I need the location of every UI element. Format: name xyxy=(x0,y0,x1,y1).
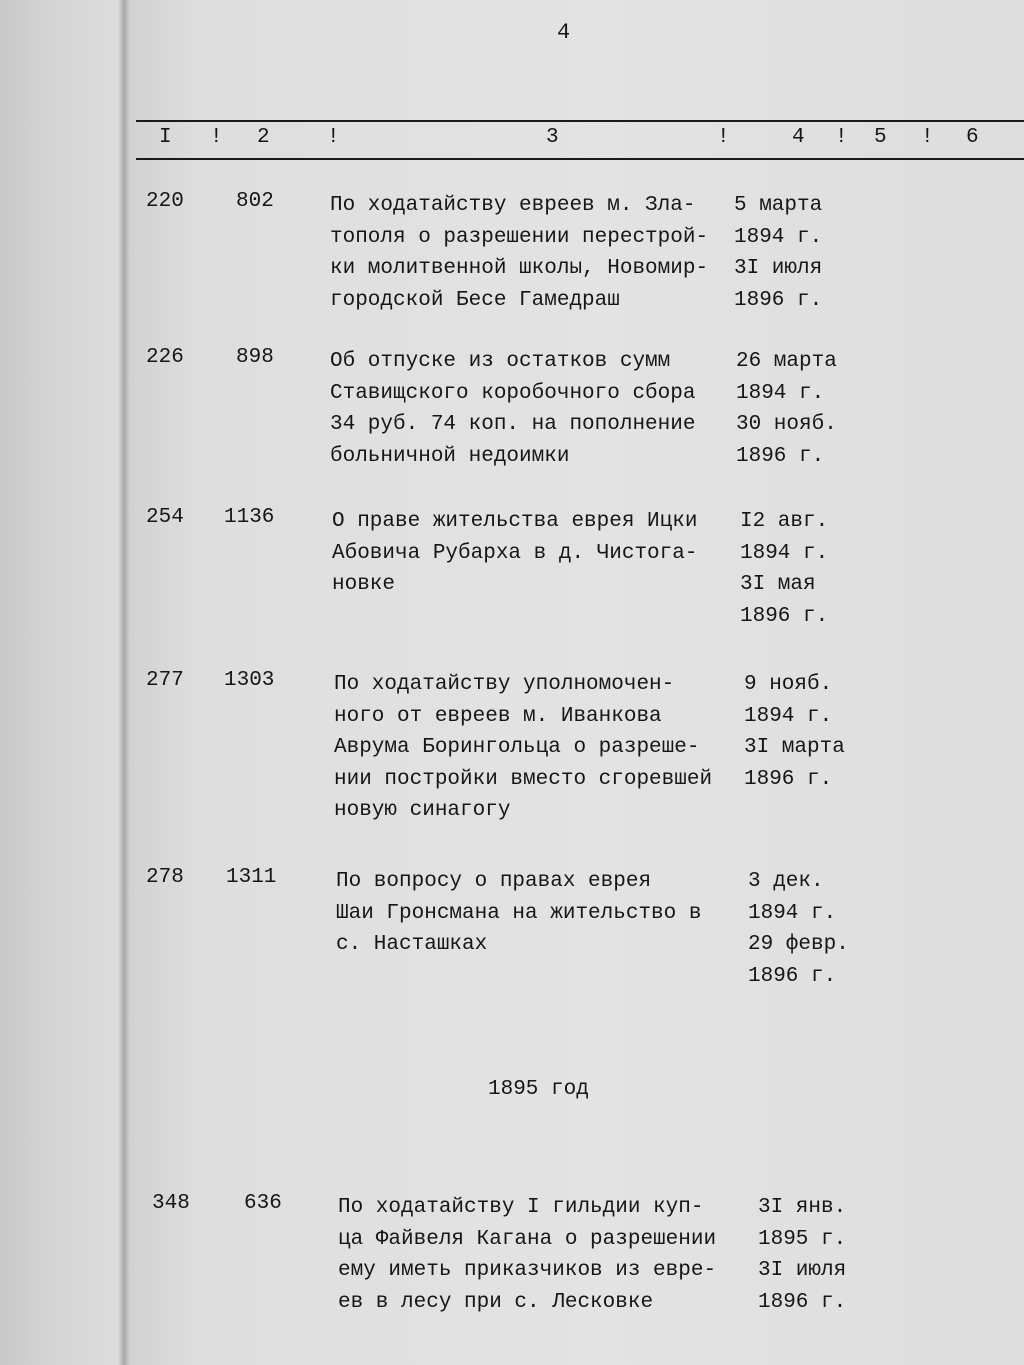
header-separator-4: ! xyxy=(835,126,848,149)
description-line: новую синагогу xyxy=(334,799,511,822)
description-line: ев в лесу при с. Лесковке xyxy=(338,1290,654,1314)
description-line: новке xyxy=(332,573,396,596)
date-line: 3I июля xyxy=(758,1259,847,1282)
description-line: с. Настaшках xyxy=(336,933,488,956)
entry-col2: 802 xyxy=(236,190,274,213)
description-line: ки молитвенной школы, Новомир- xyxy=(330,257,709,280)
year-heading: 1895 год xyxy=(488,1078,589,1101)
header-col-2: 2 xyxy=(257,126,270,149)
header-rule-top xyxy=(136,120,1024,122)
header-separator-2: ! xyxy=(327,126,340,149)
entry-col1: 226 xyxy=(146,346,184,369)
entry-col1: 348 xyxy=(152,1192,190,1215)
entry-col2: 898 xyxy=(236,346,274,369)
description-line: Шаи Гронсмана на жительство в xyxy=(336,901,702,925)
date-line: 3I марта xyxy=(744,736,845,759)
date-line: 1894 г. xyxy=(734,225,823,249)
date-line: 1896 г. xyxy=(748,964,837,988)
date-line: 1896 г. xyxy=(734,288,823,312)
date-line: 3I июля xyxy=(734,257,823,280)
entry-description xyxy=(336,866,746,961)
header-col-6: 6 xyxy=(966,126,979,149)
description-line: По вопросу о правах еврея xyxy=(336,870,652,893)
entry-col1: 220 xyxy=(146,190,184,213)
entry-col2: 1311 xyxy=(226,866,277,889)
date-line: 3I янв. xyxy=(758,1196,847,1219)
description-line: О праве жительства еврея Ицки xyxy=(332,510,698,533)
header-col-1: I xyxy=(159,126,172,149)
description-line: ему иметь приказчиков из евре- xyxy=(338,1259,717,1282)
date-line: I2 авг. xyxy=(740,510,829,533)
entry-dates xyxy=(744,669,874,795)
header-separator-3: ! xyxy=(717,126,730,149)
date-line: 1896 г. xyxy=(758,1290,847,1314)
entry-col1: 254 xyxy=(146,506,184,529)
entry-dates xyxy=(736,346,866,472)
header-col-5: 5 xyxy=(874,126,887,149)
description-line: больничной недоимки xyxy=(330,444,570,468)
description-line: ца Файвеля Кагана о разрешении xyxy=(338,1227,717,1251)
entry-description xyxy=(330,346,740,472)
description-line: Об отпуске из остатков сумм xyxy=(330,350,671,373)
description-line: По ходатайству евреев м. Зла- xyxy=(330,194,696,217)
header-col-4: 4 xyxy=(792,126,805,149)
entry-description xyxy=(334,669,744,827)
entry-description xyxy=(330,190,740,316)
entry-dates xyxy=(734,190,864,316)
header-col-3: 3 xyxy=(546,126,559,149)
entry-dates xyxy=(758,1192,888,1318)
entry-col1: 277 xyxy=(146,669,184,692)
description-line: городской Бесе Гамедраш xyxy=(330,288,620,312)
date-line: 9 нояб. xyxy=(744,673,833,696)
date-line: 29 февр. xyxy=(748,933,849,956)
date-line: 1894 г. xyxy=(736,381,825,405)
date-line: 1894 г. xyxy=(740,541,829,565)
header-separator-5: ! xyxy=(921,126,934,149)
header-rule-bottom xyxy=(136,158,1024,160)
date-line: 1896 г. xyxy=(740,604,829,628)
date-line: 1894 г. xyxy=(744,704,833,728)
entry-col1: 278 xyxy=(146,866,184,889)
description-line: тополя о разрешении перестрой- xyxy=(330,225,709,249)
date-line: 1894 г. xyxy=(748,901,837,925)
entry-col2: 1136 xyxy=(224,506,275,529)
header-separator-1: ! xyxy=(210,126,223,149)
description-line: 34 руб. 74 коп. на пополнение xyxy=(330,413,696,436)
date-line: 1896 г. xyxy=(736,444,825,468)
entry-dates xyxy=(740,506,870,632)
entry-dates xyxy=(748,866,878,992)
entry-description xyxy=(332,506,742,601)
date-line: 30 нояб. xyxy=(736,413,837,436)
description-line: По ходатайству I гильдии куп- xyxy=(338,1196,704,1219)
description-line: По ходатайству уполномочен- xyxy=(334,673,675,696)
entry-description xyxy=(338,1192,748,1318)
description-line: Ставищского коробочного сбора xyxy=(330,381,696,405)
description-line: Абовича Рубарха в д. Чистога- xyxy=(332,541,698,565)
entry-col2: 1303 xyxy=(224,669,275,692)
description-line: ного от евреев м. Иванкова xyxy=(334,704,662,728)
date-line: 3I мая xyxy=(740,573,816,596)
date-line: 1895 г. xyxy=(758,1227,847,1251)
date-line: 3 дек. xyxy=(748,870,824,893)
description-line: Аврума Борингольца о разреше- xyxy=(334,736,700,759)
description-line: нии постройки вместо сгоревшей xyxy=(334,767,713,791)
page-number: 4 xyxy=(557,20,571,45)
date-line: 1896 г. xyxy=(744,767,833,791)
date-line: 5 марта xyxy=(734,194,823,217)
date-line: 26 марта xyxy=(736,350,837,373)
entry-col2: 636 xyxy=(244,1192,282,1215)
